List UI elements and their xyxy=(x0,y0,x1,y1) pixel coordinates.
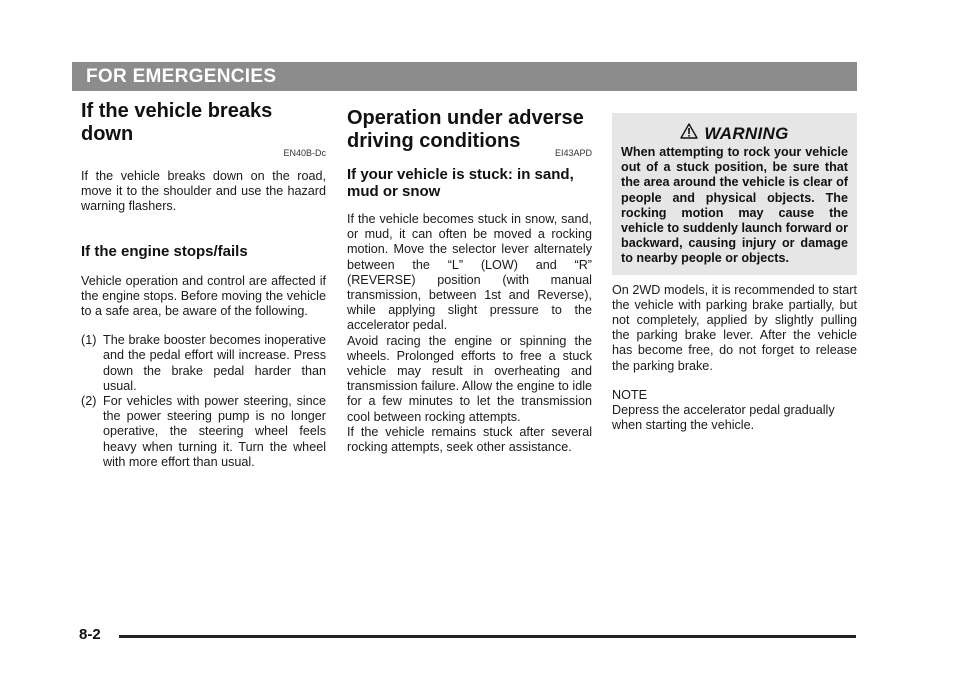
stuck-heading: If your vehicle is stuck: in sand, mud or snow xyxy=(347,166,574,200)
breakdown-heading: If the vehicle breaks down xyxy=(81,100,273,145)
list-item xyxy=(81,333,326,394)
adverse-code: EI43APD xyxy=(554,148,592,158)
stuck-paragraph-1: If the vehicle becomes stuck in snow, sand, or mud, it can often be moved a rocking motion. Move the selector lever alternately between the “L” (LOW) and “R” (REVERSE) position (with manual transmission, between 1st and Reverse), while applying slight pressure to the accelerator pedal. xyxy=(347,212,592,333)
list-item-text: For vehicles with power steering, since the power steering pump is no longer operative, the steering wheel feels heavy when turning it. Turn the wheel with more effort than usual. xyxy=(103,394,326,469)
column-warning xyxy=(612,113,857,433)
engine-stops-paragraph: Vehicle operation and control are affected if the engine stops. Before moving the vehicle to a safe area, be aware of the following. xyxy=(81,273,326,319)
list-item-number: (2) xyxy=(81,394,97,409)
stuck-paragraph-3: If the vehicle remains stuck after several rocking attempts, seek other assistance. xyxy=(347,424,592,455)
list-item xyxy=(81,394,326,470)
column-breakdown xyxy=(81,100,326,470)
column-adverse-conditions xyxy=(347,107,592,455)
list-item-number: (1) xyxy=(81,333,97,348)
warning-title: WARNING xyxy=(704,123,789,143)
adverse-heading-line2: driving conditions xyxy=(347,130,521,152)
list-item-text: The brake booster becomes inoperative and the pedal effort will increase. Press down the brake pedal harder than usual. xyxy=(103,333,326,393)
warning-text: When attempting to rock your vehicle out of a stuck position, be sure that the area around the vehicle is clear of people and physical objects. The rocking motion may cause the vehicle to suddenly launch forward or backward, causing injury or damage to nearby people or objects. xyxy=(621,145,848,266)
breakdown-intro: If the vehicle breaks down on the road, move it to the shoulder and use the hazard warning flashers. xyxy=(81,169,326,214)
warning-header xyxy=(621,123,848,144)
adverse-heading-line1: Operation under adverse xyxy=(347,107,584,129)
breakdown-code: EN40B-Dc xyxy=(283,148,326,158)
2wd-paragraph: On 2WD models, it is recommended to start the vehicle with parking brake partially, but not completely, applied by slightly pulling the parking brake lever. After the vehicle has become free, do not forget to release the parking brake. xyxy=(612,282,857,373)
note-label: NOTE xyxy=(612,387,647,402)
page-number: 8-2 xyxy=(79,626,101,643)
engine-stops-list xyxy=(81,333,326,470)
stuck-paragraph-2: Avoid racing the engine or spinning the wheels. Prolonged efforts to free a stuck vehicle may result in overheating and transmission failure. Allow the engine to idle for a few minutes to let the transmission cool between rocking attempts. xyxy=(347,333,592,424)
engine-stops-heading: If the engine stops/fails xyxy=(81,242,248,260)
footer-rule xyxy=(119,635,856,638)
section-title: FOR EMERGENCIES xyxy=(86,66,277,87)
warning-triangle-icon xyxy=(680,123,698,144)
warning-box xyxy=(612,113,857,275)
section-header-bar xyxy=(72,62,857,91)
note-text: Depress the accelerator pedal gradually when starting the vehicle. xyxy=(612,403,835,433)
adverse-heading xyxy=(347,107,592,158)
